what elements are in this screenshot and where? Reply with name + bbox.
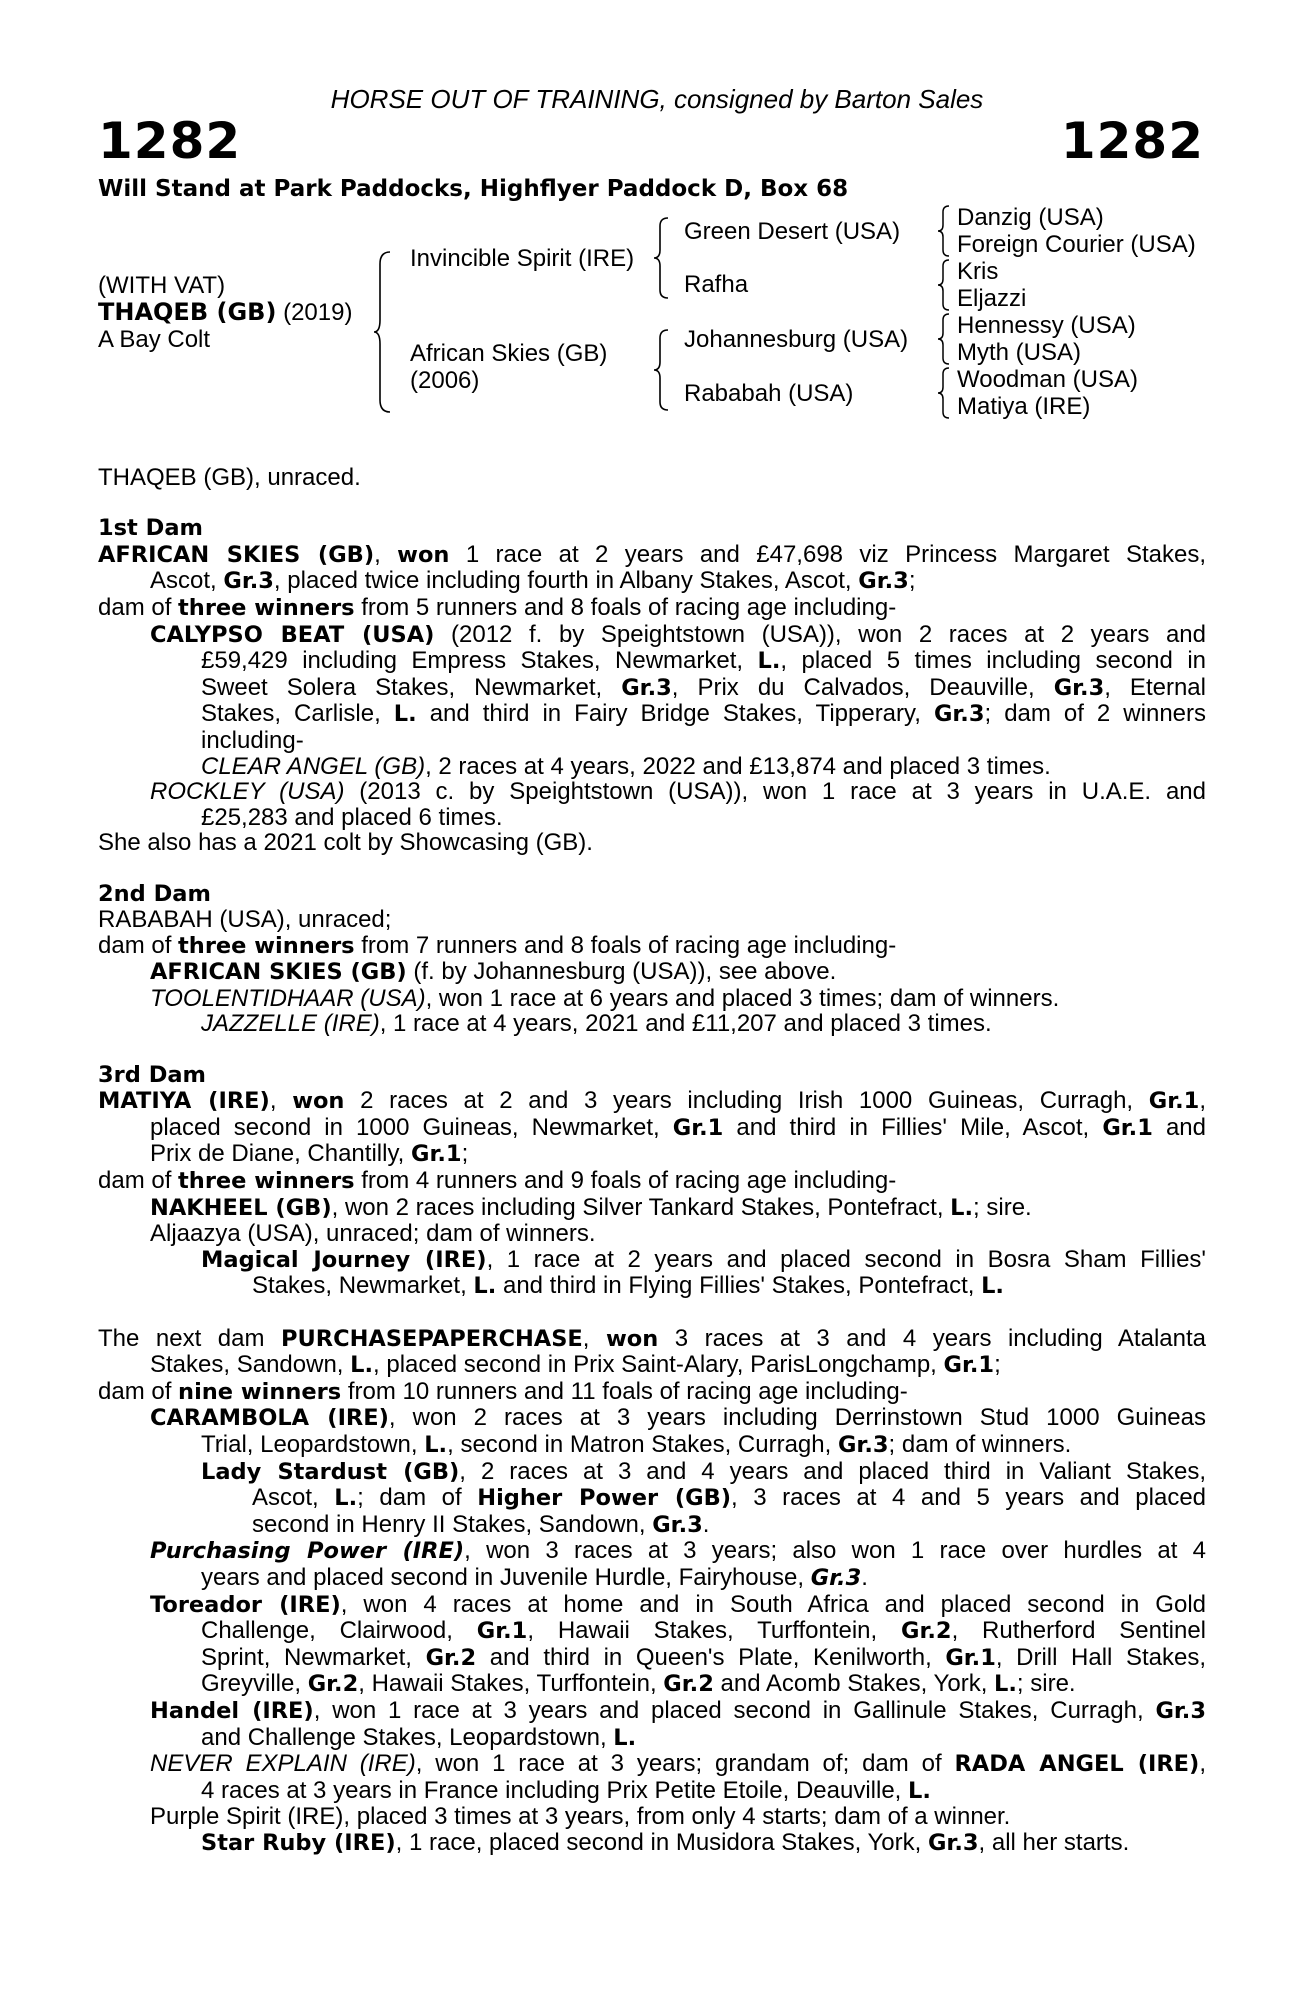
text-run: and third in Flying Fillies' Stakes, Pontefract,	[496, 1272, 982, 1300]
bold-text: L.	[613, 1724, 637, 1751]
text-line	[98, 1115, 1206, 1142]
text-line	[98, 1698, 1206, 1725]
text-line	[98, 1592, 1206, 1619]
pedigree-brace-sire	[652, 216, 672, 302]
text-run: (f. by Johannesburg (USA)), see above.	[406, 958, 837, 986]
text-line	[98, 1352, 1206, 1379]
text-line	[98, 1778, 1206, 1805]
section-heading-3rd-dam: 3rd Dam	[98, 1061, 206, 1088]
text-run: (2012 f. by Speightstown (USA)), won 2 races at 2 years and	[434, 620, 1206, 648]
text-line	[98, 1512, 1206, 1539]
bold-text: won	[292, 1088, 345, 1115]
text-run: , Hawaii Stakes, Turffontein,	[527, 1617, 901, 1645]
bold-text: AFRICAN SKIES (GB)	[150, 959, 407, 986]
dam-dam: Rababah (USA)	[684, 380, 854, 407]
text-line	[98, 1565, 1206, 1592]
g3-dss: Hennessy (USA)	[957, 312, 1136, 339]
italic-text: JAZZELLE (IRE)	[201, 1010, 380, 1038]
bold-text: Toreador (IRE)	[150, 1591, 341, 1618]
text-run: , Rutherford Sentinel	[951, 1617, 1206, 1645]
pedigree-brace-dam	[652, 328, 672, 414]
bold-text: Gr.2	[307, 1671, 359, 1698]
text-run: , placed 5 times including second in	[780, 647, 1207, 675]
text-run: ; sire.	[1016, 1670, 1076, 1698]
text-line	[98, 675, 1206, 702]
bold-text: L.	[393, 701, 417, 728]
text-run: ,	[269, 1087, 293, 1115]
pedigree-brace-g3-3	[936, 312, 952, 366]
text-run: She also has a 2021 colt by Showcasing (GB).	[98, 829, 593, 857]
text-line	[98, 1221, 1206, 1247]
bold-text: nine winners	[178, 1378, 342, 1405]
bold-italic-text: Purchasing Power (IRE)	[150, 1538, 465, 1565]
dam-name: African Skies (GB)	[410, 340, 608, 367]
text-line	[98, 1011, 1206, 1037]
text-run: Stakes, Carlisle,	[201, 700, 394, 728]
text-run: and	[1152, 1113, 1207, 1141]
text-line	[98, 542, 1206, 569]
pedigree-brace-main	[372, 250, 394, 414]
text-line	[98, 648, 1206, 675]
italic-text: ROCKLEY (USA)	[150, 778, 345, 806]
text-run: Sweet Solera Stakes, Newmarket,	[201, 673, 622, 701]
text-run: Trial, Leopardstown,	[201, 1430, 425, 1458]
text-run: second in Henry II Stakes, Sandown,	[252, 1510, 653, 1538]
text-run: , won 4 races at home and in South Africa and placed second in Gold	[340, 1590, 1206, 1618]
summary-line: THAQEB (GB), unraced.	[98, 464, 361, 491]
text-run: 1 race at 2 years and £47,698 viz Princess Margaret Stakes,	[449, 540, 1206, 568]
text-run: ,	[1199, 1750, 1206, 1778]
text-run: Ascot,	[150, 567, 224, 595]
text-run: , all her starts.	[978, 1828, 1130, 1856]
bold-text: L.	[473, 1273, 497, 1300]
text-run: , Prix du Calvados, Deauville,	[671, 673, 1054, 701]
text-line	[98, 1830, 1206, 1857]
text-run: , 1 race at 4 years, 2021 and £11,207 and placed 3 times.	[379, 1010, 992, 1038]
text-run: ,	[374, 540, 398, 568]
g3-sdd: Eljazzi	[957, 285, 1027, 312]
bold-text: L.	[908, 1777, 931, 1804]
text-run: ,	[582, 1324, 606, 1352]
bold-text: Gr.1	[945, 1644, 996, 1671]
bold-text: won	[605, 1325, 659, 1352]
horse-name: THAQEB (GB)	[98, 298, 277, 326]
text-run: , 2 races at 3 and 4 years and placed third in Valiant Stakes,	[459, 1457, 1207, 1485]
text-run: from 7 runners and 8 foals of racing age including-	[354, 931, 897, 959]
text-run: ; dam of winners.	[888, 1430, 1072, 1458]
text-run: , Drill Hall Stakes,	[995, 1643, 1207, 1671]
text-line	[98, 754, 1206, 780]
text-run: years and placed second in Juvenile Hurdle, Fairyhouse,	[201, 1563, 811, 1591]
text-run: Ascot,	[252, 1484, 335, 1512]
bold-text: RADA ANGEL (IRE)	[954, 1751, 1200, 1778]
text-line	[98, 1671, 1206, 1698]
bold-text: CARAMBOLA (IRE)	[150, 1405, 389, 1432]
text-run: ;	[994, 1351, 1001, 1379]
bold-text: L.	[424, 1431, 448, 1458]
text-line	[98, 1751, 1206, 1778]
section-heading-2nd-dam: 2nd Dam	[98, 880, 211, 907]
text-run: 4 races at 3 years in France including Prix Petite Etoile, Deauville,	[201, 1776, 909, 1804]
text-run: The next dam	[98, 1324, 281, 1352]
text-line	[98, 1804, 1206, 1830]
text-line	[98, 1538, 1206, 1565]
text-run: , 2 races at 4 years, 2022 and £13,874 and placed 3 times.	[425, 752, 1051, 780]
italic-text: CLEAR ANGEL (GB)	[201, 752, 426, 780]
text-run: dam of	[98, 1167, 179, 1195]
horse-name-line	[98, 299, 352, 326]
text-run: Greyville,	[201, 1670, 308, 1698]
bold-text: Handel (IRE)	[150, 1697, 314, 1724]
text-line	[98, 701, 1206, 728]
race-record-text	[98, 465, 1206, 1856]
text-run: ,	[1199, 1087, 1207, 1115]
text-run: Sprint, Newmarket,	[201, 1643, 426, 1671]
g3-dds: Woodman (USA)	[957, 366, 1138, 393]
bold-text: three winners	[178, 932, 355, 959]
section-heading-1st-dam: 1st Dam	[98, 515, 203, 542]
bold-text: L.	[994, 1671, 1017, 1698]
pedigree-brace-g3-2	[936, 258, 952, 312]
text-run: Challenge, Clairwood,	[201, 1617, 477, 1645]
dam-sire: Johannesburg (USA)	[684, 326, 909, 353]
text-run: Stakes, Newmarket,	[252, 1272, 474, 1300]
text-run: , placed second in Prix Saint-Alary, ParisLongchamp,	[373, 1351, 944, 1379]
text-run: including-	[201, 726, 304, 754]
text-line	[98, 1379, 1206, 1406]
horse-description: A Bay Colt	[98, 326, 211, 353]
text-line	[98, 779, 1206, 805]
lot-number-right: 1282	[1060, 112, 1204, 170]
bold-text: won	[397, 541, 450, 568]
text-line	[98, 1273, 1206, 1300]
text-run: £59,429 including Empress Stakes, Newmarket,	[201, 647, 758, 675]
text-run: , won 1 race at 3 years; grandam of; dam of	[415, 1750, 955, 1778]
text-run: , won 3 races at 3 years; also won 1 race over hurdles at 4	[464, 1537, 1206, 1565]
text-line	[98, 1168, 1206, 1195]
g3-sds: Kris	[957, 258, 999, 285]
text-line	[98, 1405, 1206, 1432]
bold-text: L.	[981, 1273, 1004, 1300]
bold-text: L.	[950, 1194, 974, 1221]
g3-dsd: Myth (USA)	[957, 339, 1082, 366]
text-run: £25,283 and placed 6 times.	[201, 803, 503, 831]
text-run: ; dam of	[357, 1484, 478, 1512]
text-run: Purple Spirit (IRE), placed 3 times at 3 years, from only 4 starts; dam of a winner.	[150, 1803, 1011, 1831]
bold-text: CALYPSO BEAT (USA)	[150, 621, 435, 648]
bold-text: Gr.3	[858, 568, 909, 595]
text-run: Prix de Diane, Chantilly,	[150, 1140, 411, 1168]
bold-text: Star Ruby (IRE)	[201, 1829, 396, 1856]
text-run: dam of	[98, 931, 179, 959]
bold-text: MATIYA (IRE)	[98, 1088, 270, 1115]
bold-text: Magical Journey (IRE)	[201, 1246, 487, 1273]
bold-text: Gr.1	[672, 1114, 724, 1141]
text-run: 2 races at 2 and 3 years including Irish 1000 Guineas, Curragh,	[344, 1087, 1149, 1115]
text-run: , won 2 races including Silver Tankard Stakes, Pontefract,	[331, 1193, 951, 1221]
text-line	[98, 933, 1206, 960]
text-run: , 1 race, placed second in Musidora Stakes, York,	[395, 1828, 928, 1856]
text-run: Stakes, Sandown,	[150, 1351, 351, 1379]
bold-text: Lady Stardust (GB)	[201, 1458, 460, 1485]
text-run: placed second in 1000 Guineas, Newmarket,	[150, 1113, 673, 1141]
bold-text: Gr.1	[1148, 1088, 1200, 1115]
bold-text: Gr.1	[411, 1141, 462, 1168]
bold-text: three winners	[178, 594, 355, 621]
text-run: and third in Fairy Bridge Stakes, Tipperary,	[416, 700, 934, 728]
text-line	[98, 595, 1206, 622]
text-line	[98, 1141, 1206, 1168]
text-line	[98, 959, 1206, 986]
pedigree-brace-g3-1	[936, 204, 952, 258]
bold-text: Gr.2	[901, 1618, 952, 1645]
bold-text: Gr.3	[927, 1829, 979, 1856]
text-line	[98, 728, 1206, 754]
text-run: ; dam of 2 winners	[984, 700, 1207, 728]
text-run: Aljaazya (USA), unraced; dam of winners.	[150, 1220, 596, 1248]
sire-dam: Rafha	[684, 271, 749, 298]
text-run: ; sire.	[973, 1193, 1032, 1221]
bold-text: Gr.3	[837, 1431, 889, 1458]
bold-text: Gr.3	[933, 701, 985, 728]
text-run: , Hawaii Stakes, Turffontein,	[358, 1670, 664, 1698]
text-line	[98, 1326, 1206, 1353]
consignment-line: HORSE OUT OF TRAINING, consigned by Barton Sales	[330, 84, 984, 114]
text-run: and Challenge Stakes, Leopardstown,	[201, 1723, 614, 1751]
text-run: from 10 runners and 11 foals of racing age including-	[341, 1377, 908, 1405]
text-run: ;	[908, 567, 916, 595]
text-run: ;	[461, 1140, 469, 1168]
italic-text: NEVER EXPLAIN (IRE)	[150, 1750, 416, 1778]
bold-text: PURCHASEPAPERCHASE	[281, 1325, 583, 1352]
text-line	[98, 1195, 1206, 1222]
text-run: , Eternal	[1104, 673, 1206, 701]
horse-year: (2019)	[276, 299, 353, 326]
text-line	[98, 1247, 1206, 1274]
text-line	[98, 1618, 1206, 1645]
text-line	[98, 1725, 1206, 1752]
text-run: and Acomb Stakes, York,	[713, 1670, 995, 1698]
italic-text: TOOLENTIDHAAR (USA)	[150, 984, 426, 1012]
g3-ssd: Foreign Courier (USA)	[957, 231, 1196, 258]
text-run: and third in Fillies' Mile, Ascot,	[723, 1113, 1103, 1141]
bold-text: Gr.2	[663, 1671, 714, 1698]
text-run: (2013 c. by Speightstown (USA)), won 1 race at 3 years in U.A.E. and	[344, 778, 1206, 806]
text-run: 3 races at 3 and 4 years including Atalanta	[658, 1324, 1206, 1352]
text-line	[98, 1645, 1206, 1672]
bold-text: Higher Power (GB)	[477, 1485, 731, 1512]
g3-sss: Danzig (USA)	[957, 204, 1104, 231]
text-run: , won 2 races at 3 years including Derrinstown Stud 1000 Guineas	[388, 1404, 1206, 1432]
bold-text: NAKHEEL (GB)	[150, 1194, 332, 1221]
g3-ddd: Matiya (IRE)	[957, 393, 1091, 420]
stand-location: Will Stand at Park Paddocks, Highflyer Paddock D, Box 68	[98, 176, 849, 202]
bold-text: AFRICAN SKIES (GB)	[98, 541, 375, 568]
text-line	[98, 1088, 1206, 1115]
bold-text: Gr.3	[1053, 674, 1105, 701]
bold-text: Gr.3	[621, 674, 672, 701]
text-run: , placed twice including fourth in Albany Stakes, Ascot,	[273, 567, 859, 595]
sire-name: Invincible Spirit (IRE)	[410, 245, 635, 272]
text-line	[98, 568, 1206, 595]
bold-text: L.	[757, 648, 781, 675]
text-line	[98, 1459, 1206, 1486]
bold-text: three winners	[178, 1168, 355, 1195]
text-line	[98, 986, 1206, 1012]
text-line	[98, 805, 1206, 831]
bold-text: L.	[334, 1485, 358, 1512]
text-run: from 4 runners and 9 foals of racing age including-	[354, 1167, 897, 1195]
text-run: RABABAH (USA), unraced;	[98, 906, 392, 934]
vat-note: (WITH VAT)	[98, 272, 226, 299]
text-run: , won 1 race at 3 years and placed second in Gallinule Stakes, Curragh,	[313, 1696, 1156, 1724]
bold-text: Gr.3	[1155, 1697, 1206, 1724]
bold-text: L.	[350, 1352, 374, 1379]
bold-text: Gr.2	[425, 1644, 477, 1671]
text-run: , second in Matron Stakes, Curragh,	[447, 1430, 838, 1458]
bold-text: Gr.1	[1102, 1114, 1153, 1141]
text-run: dam of	[98, 593, 179, 621]
sire-sire: Green Desert (USA)	[684, 218, 901, 245]
text-run: , 1 race at 2 years and placed second in Bosra Sham Fillies'	[486, 1245, 1206, 1273]
text-line	[98, 1432, 1206, 1459]
text-line	[98, 1485, 1206, 1512]
text-line	[98, 622, 1206, 649]
dam-year: (2006)	[410, 367, 480, 394]
bold-text: Gr.1	[943, 1352, 995, 1379]
bold-text: Gr.3	[652, 1511, 703, 1538]
bold-text: Gr.3	[223, 568, 274, 595]
text-line	[98, 830, 1206, 856]
text-line	[98, 907, 1206, 933]
text-run: .	[702, 1510, 710, 1538]
text-run: and third in Queen's Plate, Kenilworth,	[476, 1643, 946, 1671]
text-run: from 5 runners and 8 foals of racing age including-	[354, 593, 897, 621]
bold-italic-text: Gr.3	[810, 1564, 862, 1591]
lot-number-left: 1282	[98, 112, 242, 170]
pedigree-brace-g3-4	[936, 366, 952, 420]
text-run: , 3 races at 4 and 5 years and placed	[731, 1484, 1207, 1512]
bold-text: Gr.1	[476, 1618, 528, 1645]
text-run: .	[861, 1563, 868, 1591]
text-run: , won 1 race at 6 years and placed 3 times; dam of winners.	[425, 984, 1060, 1012]
text-run: dam of	[98, 1377, 179, 1405]
